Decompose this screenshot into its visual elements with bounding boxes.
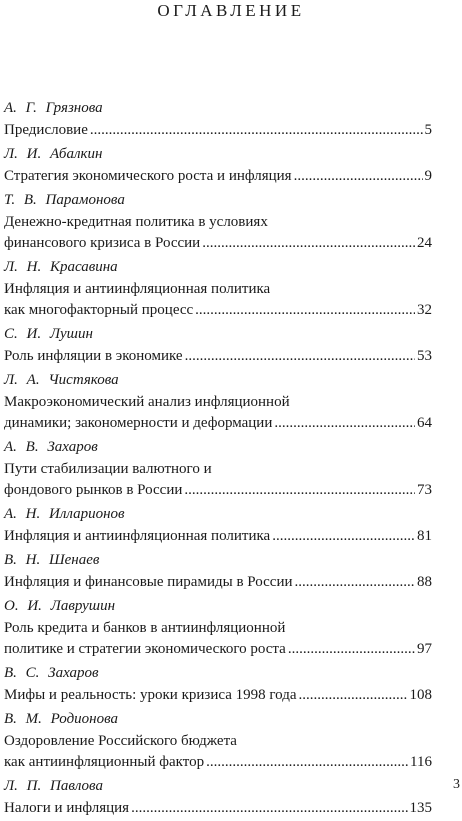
- toc-title-line: Макроэкономический анализ инфляционной: [4, 394, 290, 410]
- toc-title-last-line: [4, 526, 432, 547]
- toc-title-text: Предисловие: [4, 122, 88, 138]
- toc-page-number: 81: [417, 528, 432, 544]
- dot-leader: [195, 300, 415, 321]
- toc-title-text: как многофакторный процесс: [4, 302, 194, 318]
- toc-page-number: 116: [410, 754, 432, 770]
- toc-title-line: Денежно-кредитная политика в условиях: [4, 214, 268, 230]
- toc-title-last-line: [4, 233, 432, 254]
- toc-entry: [4, 708, 432, 773]
- toc-page-number: 97: [417, 641, 432, 657]
- toc-entry: [4, 775, 432, 819]
- dot-leader: [206, 752, 408, 773]
- toc-title-line: Роль кредита и банков в антиинфляционной: [4, 620, 286, 636]
- toc-page-number: 64: [417, 415, 432, 431]
- toc-entry: [4, 323, 432, 367]
- toc-title-line: Оздоровление Российского бюджета: [4, 733, 237, 749]
- toc-page-number: 24: [417, 235, 432, 251]
- toc-page-number: 32: [417, 302, 432, 318]
- toc-entry: [4, 595, 432, 660]
- toc-author: Л. П. Павлова: [4, 778, 103, 794]
- toc-author: Л. Н. Красавина: [4, 259, 118, 275]
- dot-leader: [294, 166, 423, 187]
- toc-title-last-line: [4, 413, 432, 434]
- toc-page-number: 135: [409, 800, 432, 816]
- toc-entry: [4, 369, 432, 434]
- toc-entry: [4, 436, 432, 501]
- dot-leader: [184, 480, 415, 501]
- toc-author: О. И. Лаврушин: [4, 598, 116, 614]
- toc-title-last-line: [4, 346, 432, 367]
- toc-title-last-line: [4, 480, 432, 501]
- toc-page-number: 73: [417, 482, 432, 498]
- toc-title-text: Роль инфляции в экономике: [4, 348, 183, 364]
- toc-title-text: Стратегия экономического роста и инфляция: [4, 168, 292, 184]
- toc-entry: [4, 97, 432, 141]
- page-title: ОГЛАВЛЕНИЕ: [157, 1, 305, 20]
- toc-title-last-line: [4, 685, 432, 706]
- toc-title-line: Пути стабилизации валютного и: [4, 461, 212, 477]
- toc-author: В. М. Родионова: [4, 711, 119, 727]
- toc-page-number: 9: [424, 168, 432, 184]
- dot-leader: [288, 639, 415, 660]
- toc-title-last-line: [4, 798, 432, 819]
- toc-author: А. Г. Грязнова: [4, 100, 103, 116]
- toc-author: С. И. Лушин: [4, 326, 93, 342]
- toc-page-number: 108: [409, 687, 432, 703]
- toc-entry: [4, 662, 432, 706]
- toc-title-last-line: [4, 166, 432, 187]
- toc-title-line: Инфляция и антиинфляционная политика: [4, 281, 271, 297]
- table-of-contents: [4, 97, 432, 821]
- toc-title-last-line: [4, 752, 432, 773]
- toc-title-text: финансового кризиса в России: [4, 235, 201, 251]
- toc-entry: [4, 549, 432, 593]
- dot-leader: [185, 346, 415, 367]
- toc-author: А. В. Захаров: [4, 439, 98, 455]
- toc-title-text: Инфляция и антиинфляционная политика: [4, 528, 271, 544]
- page-number: 3: [453, 777, 460, 792]
- toc-entry: [4, 189, 432, 254]
- dot-leader: [90, 120, 423, 141]
- dot-leader: [295, 572, 416, 593]
- dot-leader: [272, 526, 415, 547]
- dot-leader: [131, 798, 407, 819]
- toc-title-text: политике и стратегии экономического роста: [4, 641, 286, 657]
- dot-leader: [299, 685, 408, 706]
- toc-entry: [4, 503, 432, 547]
- toc-author: В. С. Захаров: [4, 665, 99, 681]
- dot-leader: [274, 413, 415, 434]
- toc-title-text: Мифы и реальность: уроки кризиса 1998 года: [4, 687, 297, 703]
- toc-author: Л. И. Абалкин: [4, 146, 103, 162]
- toc-title-text: фондового рынков в России: [4, 482, 183, 498]
- toc-entry: [4, 143, 432, 187]
- toc-author: Л. А. Чистякова: [4, 372, 119, 388]
- toc-page-number: 5: [424, 122, 432, 138]
- toc-title-last-line: [4, 639, 432, 660]
- toc-title-text: Инфляция и финансовые пирамиды в России: [4, 574, 293, 590]
- toc-author: А. Н. Илларионов: [4, 506, 125, 522]
- toc-page-number: 88: [417, 574, 432, 590]
- toc-title-last-line: [4, 572, 432, 593]
- toc-entry: [4, 256, 432, 321]
- toc-page-number: 53: [417, 348, 432, 364]
- toc-author: Т. В. Парамонова: [4, 192, 125, 208]
- toc-title-text: динамики; закономерности и деформации: [4, 415, 273, 431]
- toc-title-last-line: [4, 120, 432, 141]
- toc-author: В. Н. Шенаев: [4, 552, 100, 568]
- toc-title-text: Налоги и инфляция: [4, 800, 130, 816]
- toc-title-last-line: [4, 300, 432, 321]
- toc-title-text: как антиинфляционный фактор: [4, 754, 205, 770]
- dot-leader: [202, 233, 415, 254]
